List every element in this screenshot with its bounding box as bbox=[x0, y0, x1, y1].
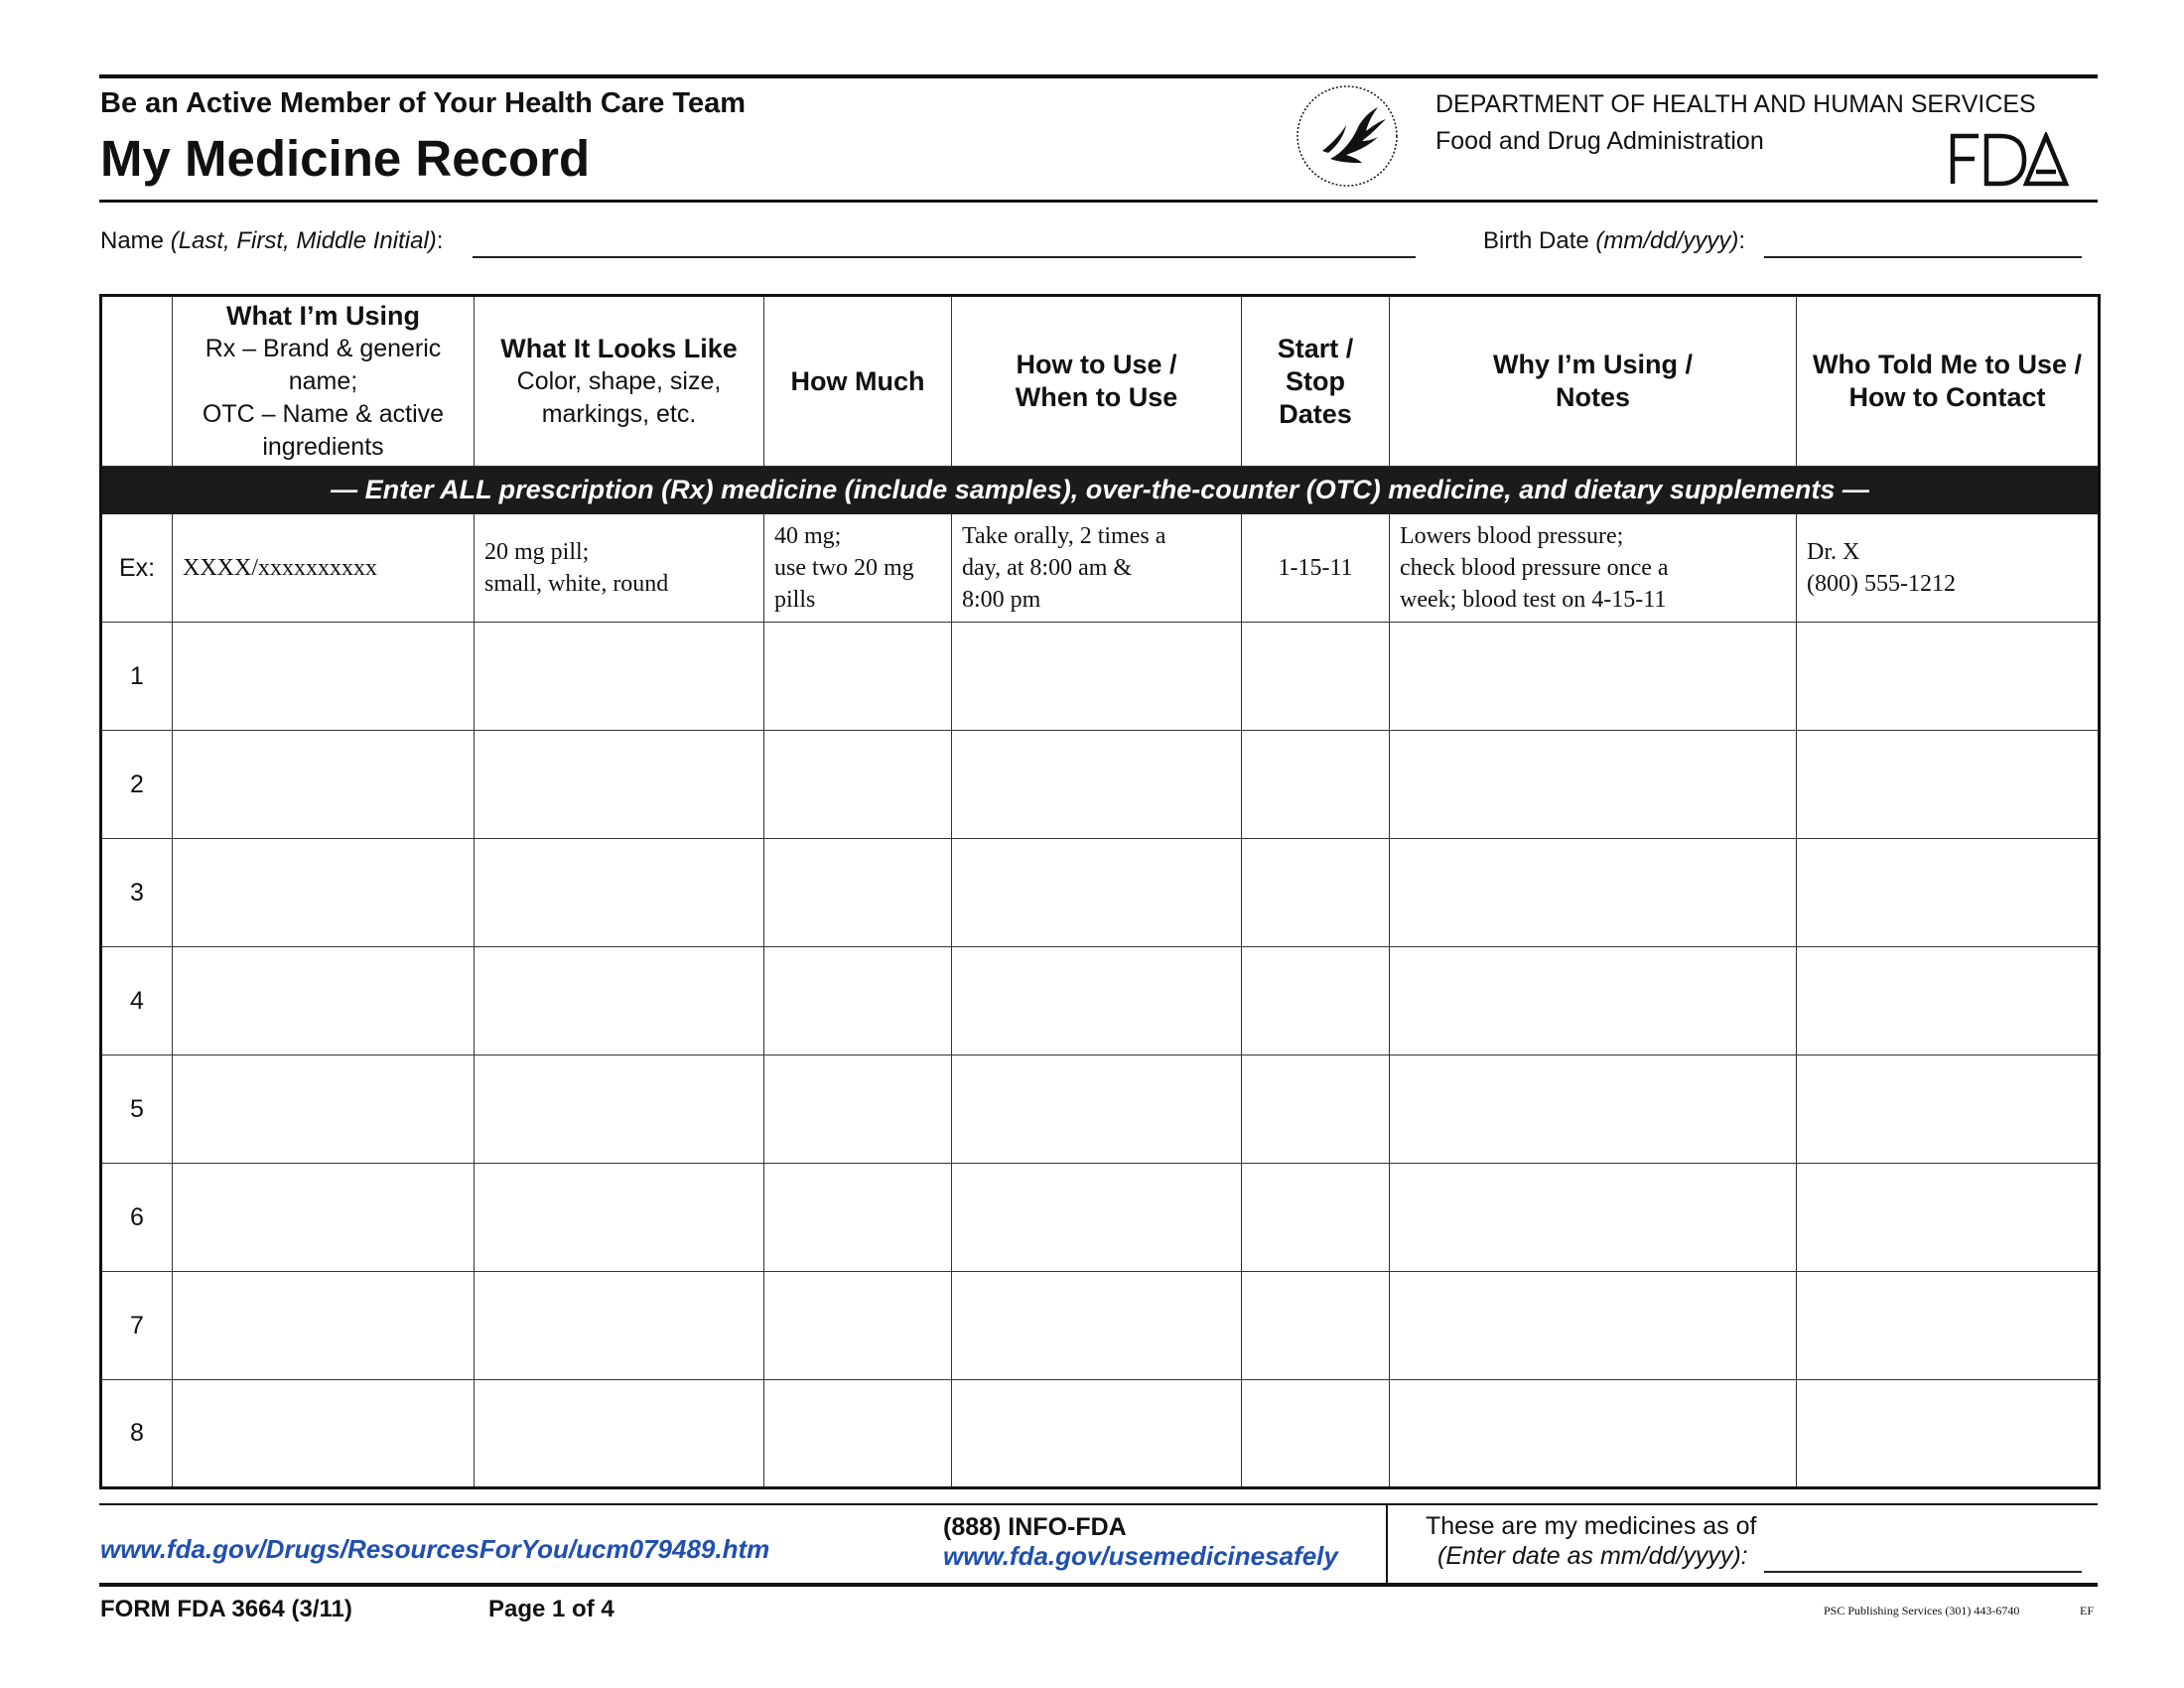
entry-cell[interactable] bbox=[1797, 947, 2100, 1055]
row-number: 7 bbox=[101, 1272, 173, 1380]
example-dates: 1-15-11 bbox=[1242, 514, 1390, 623]
entry-cell[interactable] bbox=[952, 1380, 1242, 1488]
footer-bottom-rule bbox=[99, 1583, 2098, 1587]
entry-cell[interactable] bbox=[173, 947, 475, 1055]
entry-cell[interactable] bbox=[1797, 731, 2100, 839]
agency-name: Food and Drug Administration bbox=[1435, 127, 1764, 155]
entry-cell[interactable] bbox=[952, 839, 1242, 947]
department-name: DEPARTMENT OF HEALTH AND HUMAN SERVICES bbox=[1435, 90, 2036, 118]
entry-cell[interactable] bbox=[475, 839, 764, 947]
instruction-banner-row bbox=[101, 467, 2100, 514]
birth-date-field[interactable] bbox=[1764, 256, 2082, 258]
example-what-using: XXXX/xxxxxxxxxx bbox=[173, 514, 475, 623]
entry-cell[interactable] bbox=[1797, 1164, 2100, 1272]
entry-cell[interactable] bbox=[764, 623, 952, 731]
col-looks-like: What It Looks Like Color, shape, size, markings, etc. bbox=[475, 296, 764, 467]
entry-cell[interactable] bbox=[475, 947, 764, 1055]
example-label: Ex: bbox=[101, 514, 173, 623]
table-row bbox=[101, 1055, 2100, 1164]
name-label: Name (Last, First, Middle Initial): bbox=[100, 227, 444, 254]
entry-cell[interactable] bbox=[1390, 839, 1797, 947]
entry-cell[interactable] bbox=[1797, 1380, 2100, 1488]
example-row bbox=[101, 514, 2100, 623]
entry-cell[interactable] bbox=[1242, 947, 1390, 1055]
entry-cell[interactable] bbox=[952, 1272, 1242, 1380]
entry-cell[interactable] bbox=[764, 839, 952, 947]
table-row bbox=[101, 731, 2100, 839]
row-number: 4 bbox=[101, 947, 173, 1055]
row-number: 6 bbox=[101, 1164, 173, 1272]
entry-cell[interactable] bbox=[764, 1164, 952, 1272]
as-of-label: These are my medicines as of bbox=[1426, 1512, 1757, 1540]
ef-mark: EF bbox=[2080, 1604, 2095, 1618]
instruction-banner: — Enter ALL prescription (Rx) medicine (include samples), over-the-counter (OTC) medicine, and dietary supplements — bbox=[101, 467, 2100, 514]
entry-cell[interactable] bbox=[173, 1164, 475, 1272]
fda-logo-icon bbox=[1949, 132, 2070, 188]
entry-cell[interactable] bbox=[1242, 1164, 1390, 1272]
entry-cell[interactable] bbox=[173, 1272, 475, 1380]
entry-cell[interactable] bbox=[1242, 731, 1390, 839]
col-who-told: Who Told Me to Use / How to Contact bbox=[1797, 296, 2100, 467]
entry-cell[interactable] bbox=[1390, 1380, 1797, 1488]
entry-cell[interactable] bbox=[475, 623, 764, 731]
entry-cell[interactable] bbox=[173, 623, 475, 731]
row-number: 1 bbox=[101, 623, 173, 731]
entry-cell[interactable] bbox=[1390, 731, 1797, 839]
entry-cell[interactable] bbox=[173, 839, 475, 947]
row-number: 5 bbox=[101, 1055, 173, 1164]
entry-cell[interactable] bbox=[952, 1055, 1242, 1164]
form-number: FORM FDA 3664 (3/11) bbox=[100, 1596, 352, 1622]
entry-cell[interactable] bbox=[173, 1055, 475, 1164]
table-row bbox=[101, 947, 2100, 1055]
entry-cell[interactable] bbox=[173, 731, 475, 839]
hhs-seal-icon bbox=[1293, 81, 1402, 191]
entry-cell[interactable] bbox=[1797, 839, 2100, 947]
entry-cell[interactable] bbox=[1797, 623, 2100, 731]
entry-cell[interactable] bbox=[952, 623, 1242, 731]
form-subtitle: Be an Active Member of Your Health Care Team bbox=[100, 87, 747, 119]
example-looks-like: 20 mg pill; small, white, round bbox=[475, 514, 764, 623]
header-rule bbox=[99, 200, 2098, 203]
entry-cell[interactable] bbox=[764, 1272, 952, 1380]
entry-cell[interactable] bbox=[1390, 1272, 1797, 1380]
use-medicine-safely-link[interactable]: www.fda.gov/usemedicinesafely bbox=[943, 1541, 1338, 1571]
table-row bbox=[101, 1164, 2100, 1272]
example-notes: Lowers blood pressure; check blood pressure once a week; blood test on 4-15-11 bbox=[1390, 514, 1797, 623]
entry-cell[interactable] bbox=[1797, 1055, 2100, 1164]
entry-cell[interactable] bbox=[1242, 623, 1390, 731]
table-row bbox=[101, 1272, 2100, 1380]
footer-divider bbox=[1386, 1505, 1388, 1583]
col-how-to-use: How to Use / When to Use bbox=[952, 296, 1242, 467]
entry-cell[interactable] bbox=[952, 731, 1242, 839]
entry-cell[interactable] bbox=[1242, 1272, 1390, 1380]
footer-top-rule bbox=[99, 1503, 2098, 1505]
entry-cell[interactable] bbox=[1242, 1055, 1390, 1164]
entry-cell[interactable] bbox=[475, 731, 764, 839]
col-why-using: Why I’m Using / Notes bbox=[1390, 296, 1797, 467]
resources-link[interactable]: www.fda.gov/Drugs/ResourcesForYou/ucm079489.htm bbox=[100, 1534, 770, 1564]
entry-cell[interactable] bbox=[1390, 947, 1797, 1055]
table-row bbox=[101, 1380, 2100, 1488]
entry-cell[interactable] bbox=[1390, 623, 1797, 731]
entry-cell[interactable] bbox=[475, 1380, 764, 1488]
entry-cell[interactable] bbox=[764, 1380, 952, 1488]
header-row bbox=[101, 296, 2100, 467]
as-of-hint: (Enter date as mm/dd/yyyy): bbox=[1437, 1542, 1748, 1570]
entry-cell[interactable] bbox=[475, 1164, 764, 1272]
top-rule bbox=[99, 74, 2098, 78]
entry-rows bbox=[101, 623, 2100, 1488]
col-start-stop: Start / Stop Dates bbox=[1242, 296, 1390, 467]
table-row bbox=[101, 839, 2100, 947]
entry-cell[interactable] bbox=[173, 1380, 475, 1488]
entry-cell[interactable] bbox=[475, 1055, 764, 1164]
row-number: 2 bbox=[101, 731, 173, 839]
example-contact: Dr. X (800) 555-1212 bbox=[1797, 514, 2100, 623]
row-number: 8 bbox=[101, 1380, 173, 1488]
entry-cell[interactable] bbox=[764, 731, 952, 839]
col-how-much: How Much bbox=[764, 296, 952, 467]
as-of-date-field[interactable] bbox=[1764, 1571, 2082, 1573]
entry-cell[interactable] bbox=[1242, 839, 1390, 947]
entry-cell[interactable] bbox=[952, 947, 1242, 1055]
col-what-using: What I’m Using Rx – Brand & generic name; OTC – Name & active ingredients bbox=[173, 296, 475, 467]
page-number: Page 1 of 4 bbox=[488, 1596, 614, 1622]
entry-cell[interactable] bbox=[764, 947, 952, 1055]
info-phone: (888) INFO-FDA bbox=[943, 1513, 1127, 1541]
medicine-table bbox=[99, 294, 2101, 1489]
entry-cell[interactable] bbox=[764, 1055, 952, 1164]
entry-cell[interactable] bbox=[1242, 1380, 1390, 1488]
printer-credit: PSC Publishing Services (301) 443-6740 bbox=[1824, 1604, 2020, 1618]
entry-cell[interactable] bbox=[952, 1164, 1242, 1272]
entry-cell[interactable] bbox=[1797, 1272, 2100, 1380]
entry-cell[interactable] bbox=[1390, 1055, 1797, 1164]
name-field[interactable] bbox=[473, 256, 1416, 258]
row-number: 3 bbox=[101, 839, 173, 947]
birth-date-label: Birth Date (mm/dd/yyyy): bbox=[1483, 227, 1746, 254]
page-title: My Medicine Record bbox=[100, 130, 591, 187]
table-row bbox=[101, 623, 2100, 731]
entry-cell[interactable] bbox=[475, 1272, 764, 1380]
example-how-much: 40 mg; use two 20 mg pills bbox=[764, 514, 952, 623]
entry-cell[interactable] bbox=[1390, 1164, 1797, 1272]
example-how-to-use: Take orally, 2 times a day, at 8:00 am & 8:00 pm bbox=[952, 514, 1242, 623]
row-number-header bbox=[101, 296, 173, 467]
